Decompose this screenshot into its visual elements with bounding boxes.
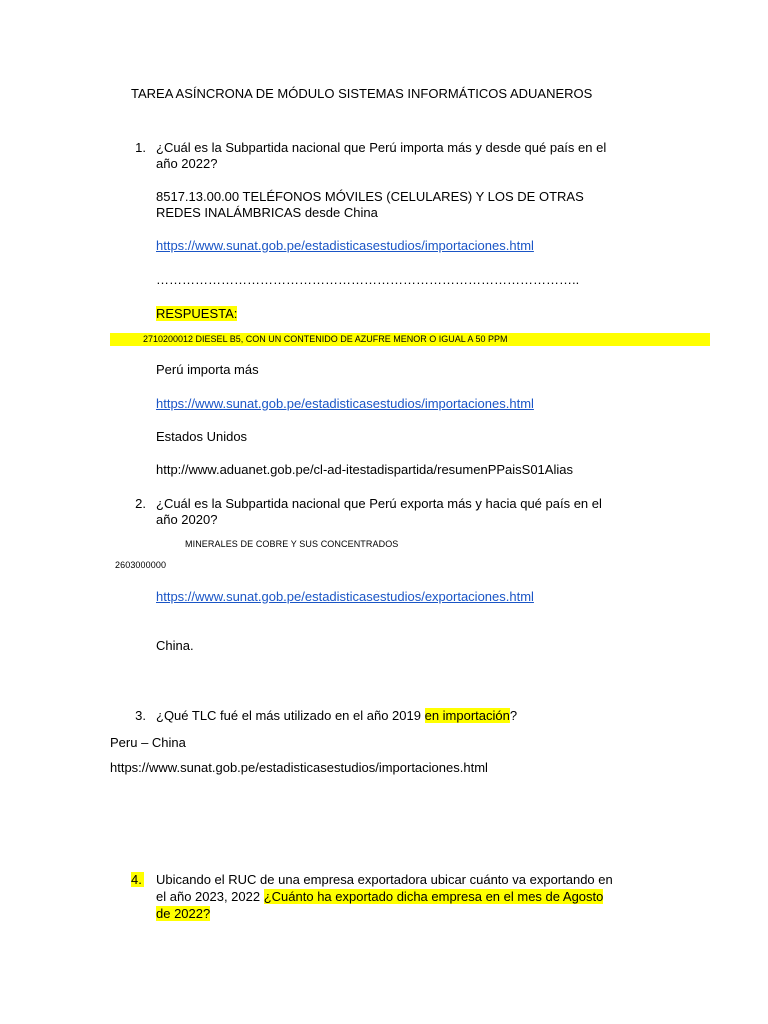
q1-text-line2: año 2022? [156,156,218,171]
q2-export-link[interactable]: https://www.sunat.gob.pe/estadisticasestudios/exportaciones.html [156,589,534,604]
q4-number: 4. [131,872,144,887]
q3-number: 3. [135,708,146,723]
q1-text-line1: ¿Cuál es la Subpartida nacional que Perú importa más y desde qué país en el [156,140,607,155]
q1-answer-line2: REDES INALÁMBRICAS desde China [156,205,378,220]
page-title: TAREA ASÍNCRONA DE MÓDULO SISTEMAS INFORMÁTICOS ADUANEROS [131,86,593,101]
q4-text-plain: el año 2023, 2022 [156,889,264,904]
q3-text [156,708,517,723]
q2-country: China. [156,638,194,653]
diesel-highlight-bar [110,333,710,346]
q1-country: Estados Unidos [156,429,248,444]
q2-text-line1: ¿Cuál es la Subpartida nacional que Perú exporta más y hacia qué país en el [156,496,602,511]
respuesta-label: RESPUESTA: [156,306,238,321]
q2-code: 2603000000 [115,560,167,570]
q3-text-before: ¿Qué TLC fué el más utilizado en el año 2019 [156,708,425,723]
aduanet-url: http://www.aduanet.gob.pe/cl-ad-itestadispartida/resumenPPaisS01Alias [156,462,573,477]
q1-answer-line1: 8517.13.00.00 TELÉFONOS MÓVILES (CELULARES) Y LOS DE OTRAS [156,189,584,204]
q4-text-highlight: ¿Cuánto ha exportado dicha empresa en el mes de Agosto [263,889,604,904]
q2-text-line2: año 2020? [156,512,218,527]
q1-import-link-2[interactable]: https://www.sunat.gob.pe/estadisticasestudios/importaciones.html [156,396,534,411]
q4-text-line1: Ubicando el RUC de una empresa exportadora ubicar cuánto va exportando en [156,872,613,887]
q3-url: https://www.sunat.gob.pe/estadisticasestudios/importaciones.html [110,760,488,775]
diesel-subpartida-text: 2710200012 DIESEL B5, CON UN CONTENIDO DE AZUFRE MENOR O IGUAL A 50 PPM [143,334,508,344]
q3-answer: Peru – China [110,735,186,750]
q2-product: MINERALES DE COBRE Y SUS CONCENTRADOS [185,539,399,549]
q4-text-line3: de 2022? [156,906,211,921]
q1-number: 1. [135,140,146,155]
q4-text-line2 [156,889,603,904]
q2-number: 2. [135,496,146,511]
q3-text-highlight: en importación [424,708,510,723]
peru-importa-text: Perú importa más [156,362,259,377]
q1-dotted-line: …………………………………………………………………………………….. [156,272,580,287]
q3-text-after: ? [509,708,518,723]
q1-import-link[interactable]: https://www.sunat.gob.pe/estadisticasestudios/importaciones.html [156,238,534,253]
